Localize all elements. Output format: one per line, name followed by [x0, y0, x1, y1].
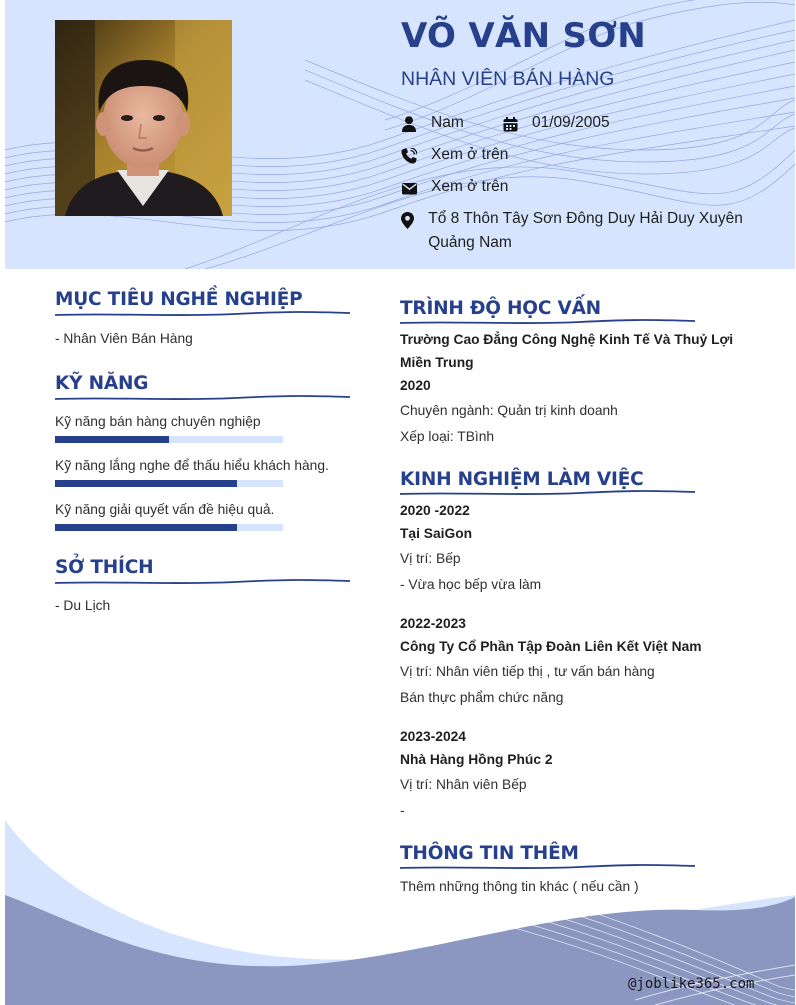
education-major: Chuyên ngành: Quản trị kinh doanh — [400, 403, 618, 418]
job-company: Tại SaiGon — [400, 526, 473, 541]
job-description: - — [400, 803, 405, 818]
job-role: Vị trí: Nhân viên tiếp thị , tư vấn bán hàng — [400, 664, 655, 679]
experience-underline — [400, 488, 695, 498]
skills-title: KỸ NĂNG — [55, 373, 149, 394]
extra-info-underline — [400, 862, 695, 872]
phone-icon — [401, 148, 417, 164]
school-name-cont: Miền Trung — [400, 355, 474, 370]
email-value[interactable]: Xem ở trên — [431, 178, 509, 195]
skill-label: Kỹ năng giải quyết vấn đề hiệu quả. — [55, 502, 275, 517]
experience-title: KINH NGHIỆM LÀM VIỆC — [400, 469, 644, 490]
job-company: Nhà Hàng Hồng Phúc 2 — [400, 752, 553, 767]
job-description: Bán thực phẩm chức năng — [400, 690, 564, 705]
job-period: 2023-2024 — [400, 729, 466, 744]
phone-row — [401, 147, 508, 167]
job-period: 2022-2023 — [400, 616, 466, 631]
hobbies-title: SỞ THÍCH — [55, 557, 154, 578]
education-title: TRÌNH ĐỘ HỌC VẤN — [400, 298, 601, 319]
candidate-position: NHÂN VIÊN BÁN HÀNG — [401, 68, 615, 90]
watermark: @joblike365.com — [628, 976, 755, 992]
user-icon — [401, 116, 417, 132]
calendar-icon — [502, 116, 518, 132]
phone-value[interactable]: Xem ở trên — [431, 146, 509, 163]
gender-row — [401, 115, 464, 135]
objective-underline — [55, 309, 350, 319]
address-row — [401, 211, 761, 255]
address-value: Tổ 8 Thôn Tây Sơn Đông Duy Hải Duy Xuyên Quảng Nam — [428, 210, 743, 251]
email-row — [401, 179, 508, 199]
dob-row — [502, 115, 610, 135]
skill-bar-fill — [55, 436, 169, 443]
profile-photo — [55, 20, 232, 216]
job-period: 2020 -2022 — [400, 503, 470, 518]
extra-info-title: THÔNG TIN THÊM — [400, 843, 579, 864]
skill-label: Kỹ năng bán hàng chuyên nghiệp — [55, 414, 261, 429]
objective-text: - Nhân Viên Bán Hàng — [55, 331, 193, 346]
candidate-name: VÕ VĂN SƠN — [401, 16, 647, 56]
school-name: Trường Cao Đẳng Công Nghệ Kinh Tế Và Thuỷ Lợi — [400, 332, 734, 347]
education-underline — [400, 317, 695, 327]
skills-underline — [55, 393, 350, 403]
skill-bar-fill — [55, 524, 237, 531]
job-company: Công Ty Cổ Phần Tập Đoàn Liên Kết Việt Nam — [400, 639, 702, 654]
hobbies-text: - Du Lịch — [55, 598, 111, 613]
objective-title: MỤC TIÊU NGHỀ NGHIỆP — [55, 289, 303, 310]
gender-value: Nam — [431, 114, 464, 131]
hobbies-underline — [55, 577, 350, 587]
skill-bar — [55, 436, 283, 443]
dob-value: 01/09/2005 — [532, 114, 610, 131]
job-role: Vị trí: Nhân viên Bếp — [400, 777, 527, 792]
skill-label: Kỹ năng lắng nghe để thấu hiểu khách hàng. — [55, 458, 329, 473]
skill-bar — [55, 524, 283, 531]
header-band — [5, 0, 795, 269]
education-year: 2020 — [400, 378, 431, 393]
job-description: - Vừa học bếp vừa làm — [400, 577, 542, 592]
job-role: Vị trí: Bếp — [400, 551, 461, 566]
map-pin-icon — [401, 212, 414, 228]
envelope-icon — [401, 180, 417, 196]
skill-bar-fill — [55, 480, 237, 487]
skill-bar — [55, 480, 283, 487]
cv-page — [5, 0, 795, 1005]
extra-info-text: Thêm những thông tin khác ( nếu cần ) — [400, 879, 639, 894]
education-grade: Xếp loại: TBình — [400, 429, 495, 444]
